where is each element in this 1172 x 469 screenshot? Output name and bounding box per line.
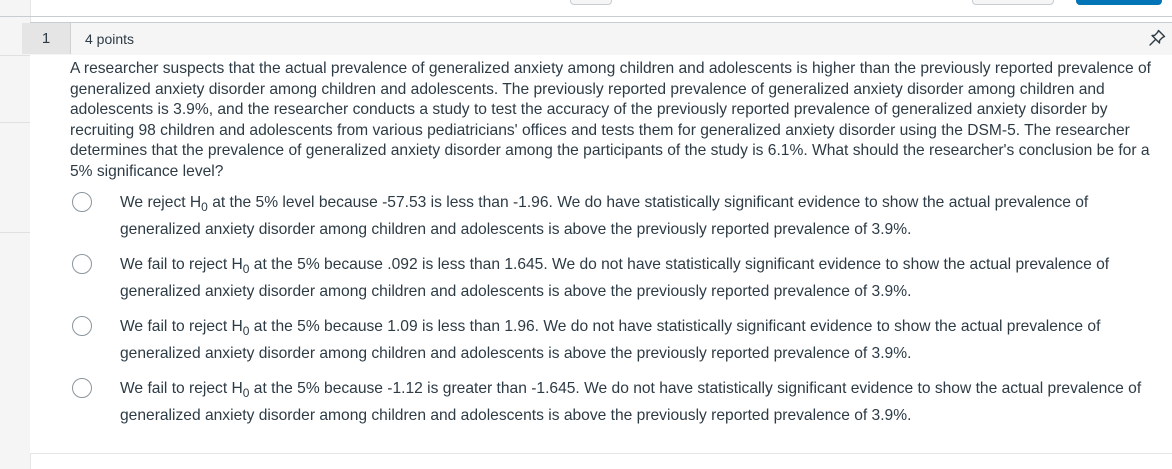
gutter-divider — [0, 122, 30, 123]
question-body — [30, 55, 1172, 454]
toolbar-button[interactable] — [972, 0, 1054, 5]
question-points: 4 points — [85, 31, 135, 47]
toolbar-primary-button[interactable] — [1076, 0, 1162, 5]
answer-text[interactable]: We reject $H_0$ at the 5% level because -57.53 is less than -1.96. We do have statistically significant evidence to show the actual prevalence of generalized anxiety disorder among children and adolescents is above the previously reported prevalence of 3.9%. — [120, 194, 1089, 238]
radio-button[interactable] — [72, 192, 92, 212]
answer-text[interactable]: We fail to reject $H_0$ at the 5% because 1.09 is less than 1.96. We do not have statistically significant evidence to show the actual prevalence of generalized anxiety disorder among children and adolescents is above the previously reported prevalence of 3.9%. — [120, 318, 1101, 362]
pin-icon[interactable] — [1146, 27, 1168, 49]
answer-option-1[interactable] — [70, 189, 1170, 243]
question-text: A researcher suspects that the actual prevalence of generalized anxiety among children and adolescents is higher than the previously reported prevalence of generalized anxiety disorder among children and adolescents. The previously reported prevalence of generalized anxiety disorder among children and adolescents is 3.9%, and the researcher conducts a study to test the accuracy of the previously reported prevalence of generalized anxiety disorder by recruiting 98 children and adolescents from various pediatricians' offices and tests them for generalized anxiety disorder using the DSM-5. The researcher determines that the prevalence of generalized anxiety disorder among the participants of the study is 6.1%. What should the researcher's conclusion be for a 5% significance level? — [70, 60, 1151, 180]
question-number: 1 — [41, 30, 51, 47]
gutter-divider — [0, 55, 30, 56]
toolbar-button[interactable] — [570, 0, 612, 5]
answer-option-2[interactable] — [70, 251, 1170, 305]
answer-text[interactable]: We fail to reject $H_0$ at the 5% because .092 is less than 1.645. We do not have statistically significant evidence to show the actual prevalence of generalized anxiety disorder among children and adolescents is above the previously reported prevalence of 3.9%. — [120, 256, 1110, 300]
answer-option-4[interactable] — [70, 375, 1170, 429]
question-number-box — [22, 23, 71, 54]
radio-button[interactable] — [72, 316, 92, 336]
toolbar-bottom-border — [0, 16, 1172, 17]
answer-text[interactable]: We fail to reject $H_0$ at the 5% because -1.12 is greater than -1.645. We do not have statistically significant evidence to show the actual prevalence of generalized anxiety disorder among children and adolescents is above the previously reported prevalence of 3.9%. — [120, 380, 1142, 424]
answer-option-3[interactable] — [70, 313, 1170, 367]
question-header — [30, 22, 1172, 56]
left-gutter — [0, 0, 31, 469]
radio-button[interactable] — [72, 378, 92, 398]
radio-button[interactable] — [72, 254, 92, 274]
gutter-divider — [0, 232, 30, 233]
